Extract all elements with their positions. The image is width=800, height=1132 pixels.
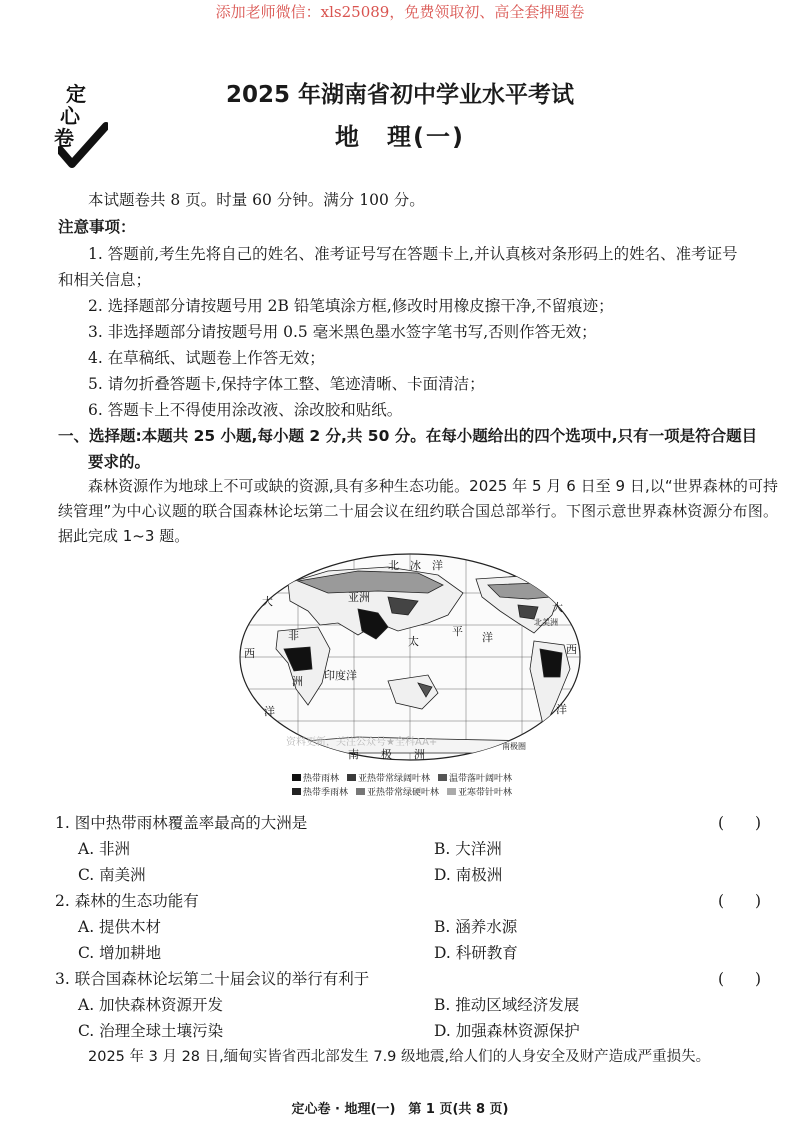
note-item: 6. 答题卡上不得使用涂改液、涂改胶和贴纸。 [88,401,403,419]
label-da-left: 大 [262,595,273,608]
legend-item [356,784,439,798]
section-heading-cont: 要求的。 [88,453,151,471]
option-d: D. 科研教育 [434,944,518,962]
legend-label: 热带雨林 [303,773,340,784]
world-forest-map [238,553,583,765]
legend-swatch [292,788,301,795]
answer-paren: ( ) [718,970,762,988]
label-antarctica: 南 极 洲 [348,748,425,761]
legend-item [292,784,348,798]
option-d: D. 南极洲 [434,866,503,884]
note-item: 1. 答题前,考生先将自己的姓名、准考证号写在答题卡上,并认真核对条形码上的姓名、准考证号 [88,245,738,263]
answer-paren: ( ) [718,814,762,832]
legend-label: 温带落叶阔叶林 [449,773,513,784]
label-arctic-ocean: 北 冰 洋 [388,559,443,572]
label-da-right: 大 [552,601,563,614]
stamp-char: 定 [66,82,86,106]
legend-item [447,784,512,798]
map-overlay-watermark: 资料更新，关注公众号★全科AA+ [286,737,438,748]
label-asia: 亚洲 [348,591,370,604]
label-africa-2: 洲 [292,675,303,688]
option-a: A. 加快森林资源开发 [78,996,224,1014]
exam-subtitle: 地 理(一) [335,123,465,151]
legend-swatch [438,774,447,781]
option-a: A. 提供木材 [78,918,162,936]
section-heading: 一、选择题:本题共 25 小题,每小题 2 分,共 50 分。在每小题给出的四个选项中,只有一项是符合题目 [58,427,758,445]
option-b: B. 推动区域经济发展 [434,996,580,1014]
option-c: C. 治理全球土壤污染 [78,1022,224,1040]
notes-heading: 注意事项： [58,218,136,236]
note-item: 5. 请勿折叠答题卡,保持字体工整、笔迹清晰、卡面清洁； [88,375,485,393]
legend-item [347,770,430,784]
passage-forest: 森林资源作为地球上不可或缺的资源,具有多种生态功能。2025 年 5 月 6 日至 9 日,以“世界森林的可持续管理”为中心议题的联合国森林论坛第二十届会议在纽约联合国总部举行。下图示意世界森林资源分布图。据此完成 1~3 题。 [58,477,778,545]
legend-swatch [356,788,365,795]
label-pacific-1: 太 [408,635,419,648]
legend-swatch [447,788,456,795]
legend-swatch [347,774,356,781]
label-xi-left: 西 [244,647,255,660]
answer-paren: ( ) [718,892,762,910]
legend-label: 亚热带常绿硬叶林 [367,787,440,798]
note-item: 3. 非选择题部分请按题号用 0.5 毫米黑色墨水签字笔书写,否则作答无效； [88,323,597,341]
option-c: C. 南美洲 [78,866,146,884]
stamp-char: 心 [60,104,80,128]
page-footer: 定心卷 · 地理(一) 第 1 页(共 8 页) [291,1102,509,1117]
label-pacific-3: 洋 [482,631,493,644]
option-b: B. 涵养水源 [434,918,518,936]
note-item: 4. 在草稿纸、试题卷上作答无效； [88,349,325,367]
watermark-banner: 添加老师微信：xls25089，免费领取初、高全套押题卷 [215,3,585,21]
exam-title: 2025 年湖南省初中学业水平考试 [225,82,575,108]
legend-label: 亚寒带针叶林 [458,787,513,798]
option-a: A. 非洲 [78,840,131,858]
legend-item [292,770,339,784]
label-africa-1: 非 [288,629,299,642]
note-item: 2. 选择题部分请按题号用 2B 铅笔填涂方框,修改时用橡皮擦干净,不留痕迹； [88,297,614,315]
legend-label: 热带季雨林 [303,787,349,798]
label-indian-ocean: 印度洋 [324,669,357,682]
label-xi-right: 西 [566,643,577,656]
question-stem: 2. 森林的生态功能有 [55,892,199,910]
map-svg [238,553,583,765]
note-item: 和相关信息； [58,271,152,289]
question-stem: 3. 联合国森林论坛第二十届会议的举行有利于 [55,970,370,988]
label-antarctic-circle: 南极圈 [502,742,526,751]
intro-line: 本试题卷共 8 页。时量 60 分钟。满分 100 分。 [88,191,425,209]
option-d: D. 加强森林资源保护 [434,1022,580,1040]
question-stem: 1. 图中热带雨林覆盖率最高的大洲是 [55,814,308,832]
legend-label: 亚热带常绿阔叶林 [358,773,431,784]
map-legend [292,770,582,798]
legend-item [438,770,512,784]
stamp-char: 卷 [54,126,74,150]
label-north-america: 北美洲 [534,618,558,627]
label-yang-left: 洋 [264,705,275,718]
option-b: B. 大洋洲 [434,840,502,858]
label-pacific-2: 平 [452,625,463,638]
legend-swatch [292,774,301,781]
option-c: C. 增加耕地 [78,944,162,962]
passage-earthquake: 2025 年 3 月 28 日,缅甸实皆省西北部发生 7.9 级地震,给人们的人身安全及财产造成严重损失。 [88,1049,711,1065]
label-yang-right: 洋 [556,703,567,716]
